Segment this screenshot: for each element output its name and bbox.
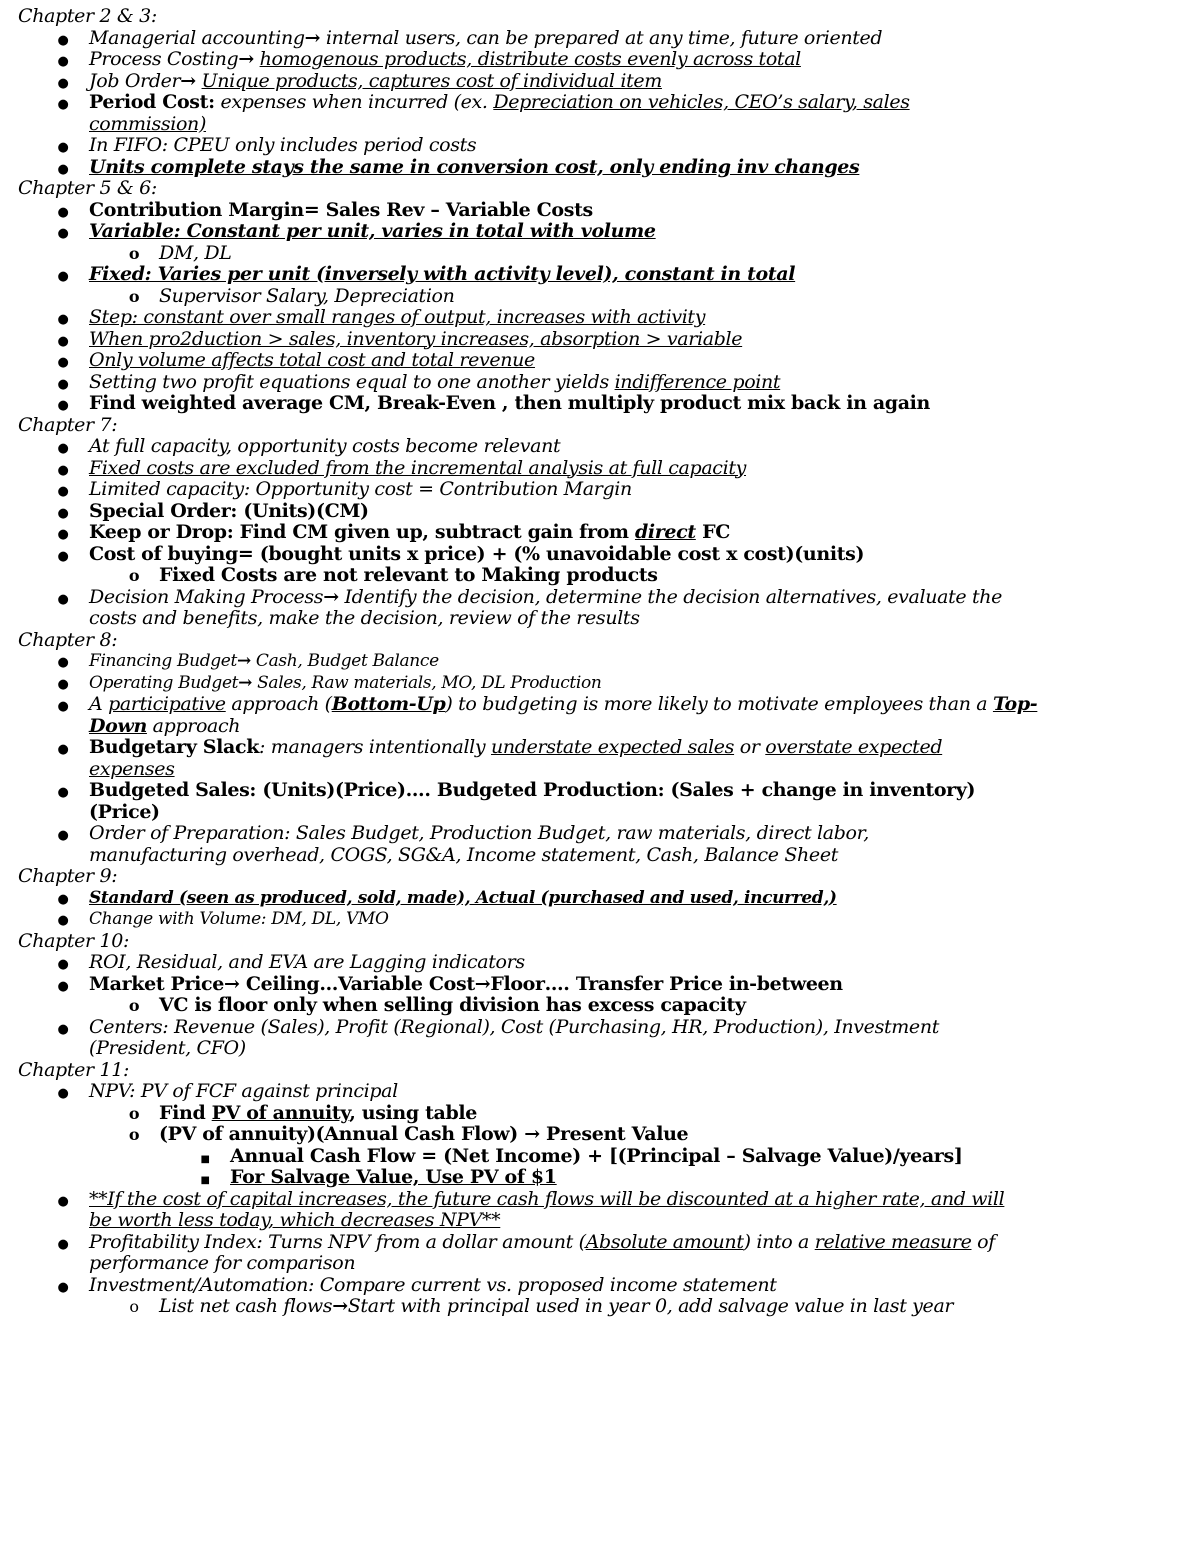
item-text: Find — [159, 1101, 212, 1124]
bullet-icon — [56, 479, 70, 503]
item-text: Depreciation on vehicles, CEO’s salary, sales commission) — [89, 91, 910, 135]
item-text: understate expected sales — [490, 736, 735, 758]
list-item — [18, 952, 1188, 974]
item-text: A — [89, 693, 109, 715]
item-text: Start with principal used in year 0, add salvage value in last year — [347, 1295, 954, 1317]
list-item — [18, 329, 1188, 351]
item-text: VC is floor only when selling division has excess capacity — [159, 994, 746, 1016]
bullet-icon — [56, 1232, 70, 1256]
list-item — [18, 501, 1188, 523]
item-text: Fixed Costs are not relevant to Making products — [159, 564, 658, 586]
list-item — [18, 522, 1188, 544]
chapter-heading: Chapter 8: — [18, 628, 118, 651]
circle-bullet-icon — [127, 1124, 141, 1146]
item-text: , using table — [349, 1101, 478, 1124]
right-arrow-icon: → — [474, 972, 491, 995]
item-text: When pro2duction > sales, inventory increases, absorption > variable — [89, 327, 743, 350]
item-text: Bottom-Up — [331, 693, 446, 715]
list-item — [18, 780, 1029, 823]
list-item — [18, 436, 1188, 458]
bullet-icon — [56, 264, 70, 288]
item-text: Decision Making Process — [89, 585, 324, 608]
item-text: approach — [146, 714, 241, 737]
bullet-icon — [56, 909, 70, 932]
chapter-heading: Chapter 5 & 6: — [18, 177, 157, 199]
item-text: Identify the decision, determine the decision alternatives, evaluate the costs and benefits, make the decision, review of the results — [89, 585, 1003, 629]
list-subitem — [18, 1296, 1188, 1318]
item-text: Ceiling…Variable Cost — [239, 972, 475, 995]
list-item — [18, 737, 1009, 780]
item-text: Budgeted Sales: (Units)(Price)…. Budgeted Production: (Sales + change in inventory)(Price) — [89, 779, 976, 823]
list-subitem — [18, 995, 1188, 1017]
list-item — [18, 28, 1188, 50]
bullet-icon — [56, 135, 70, 159]
item-text: Investment/Automation: Compare current vs. proposed income statement — [89, 1273, 777, 1296]
bullet-icon — [56, 329, 70, 353]
chapter-heading: Chapter 9: — [18, 865, 118, 887]
item-text: Managerial accounting — [89, 26, 305, 49]
item-text: expenses when incurred (ex. — [214, 91, 494, 113]
right-arrow-icon: → — [223, 972, 240, 995]
item-text: Find weighted average CM, Break-Even , then multiply product mix back in again — [89, 392, 931, 414]
item-text: Contribution Margin= Sales Rev – Variable Costs — [89, 198, 593, 221]
item-text: Special Order: (Units)(CM) — [89, 499, 369, 522]
circle-bullet-icon — [127, 1103, 141, 1125]
list-item — [18, 1081, 1188, 1103]
list-item — [18, 307, 1188, 329]
list-item — [18, 458, 1188, 480]
item-text: Cost of buying= (bought units x price) + (% unavoidable cost x cost)(units) — [89, 542, 865, 565]
list-item — [18, 587, 1039, 630]
item-text: Sales, Raw materials, MO, DL Production — [252, 672, 602, 693]
right-arrow-icon: → — [180, 69, 196, 92]
bullet-icon — [56, 651, 70, 674]
bullet-icon — [56, 307, 70, 331]
list-item — [18, 888, 1188, 910]
item-text: ROI, Residual, and EVA are Lagging indicators — [89, 951, 525, 973]
bullet-icon — [56, 1017, 70, 1041]
list-item — [18, 479, 1188, 501]
list-item — [18, 1017, 989, 1060]
item-text: Step: constant over small ranges of output, increases with activity — [89, 306, 706, 328]
item-text: At full capacity, opportunity costs become relevant — [89, 435, 561, 457]
item-text: Job Order — [89, 69, 181, 92]
item-text: relative measure — [814, 1230, 972, 1253]
list-item — [18, 974, 1188, 996]
item-text: of performance for comparison — [89, 1230, 995, 1274]
list-item — [18, 909, 1188, 931]
circle-bullet-icon — [127, 286, 141, 308]
item-text: Only volume affects total cost and total revenue — [89, 349, 535, 371]
item-text: Setting two profit equations equal to one another yields — [89, 370, 615, 393]
item-text: Limited capacity: Opportunity cost = Contribution Margin — [89, 478, 632, 500]
right-arrow-icon: → — [332, 1295, 348, 1317]
circle-bullet-icon — [127, 243, 141, 265]
bullet-icon — [56, 952, 70, 976]
list-item — [18, 92, 959, 135]
item-text: or — [734, 736, 766, 758]
list-subitem — [18, 243, 1188, 265]
item-text: Change with Volume: DM, DL, VMO — [89, 909, 389, 929]
bullet-icon — [56, 1081, 70, 1105]
bullet-icon — [56, 694, 70, 718]
item-text: NPV: PV of FCF against principal — [89, 1080, 398, 1102]
bullet-icon — [56, 544, 70, 568]
item-text: **If the cost of capital increases, the future cash flows will be discounted at a higher rate, and will be worth less today, which decreases NPV** — [89, 1187, 1005, 1231]
study-notes — [18, 6, 1188, 1318]
item-text: Top-Down — [89, 693, 1038, 737]
right-arrow-icon: → — [236, 651, 251, 671]
item-text: Keep or Drop: Find CM given up, subtract gain from — [89, 521, 635, 543]
item-text: direct — [634, 521, 696, 543]
item-text: Process Costing — [89, 48, 239, 70]
bullet-icon — [56, 522, 70, 546]
list-item — [18, 372, 1188, 394]
right-arrow-icon: → — [238, 672, 253, 693]
item-text: For Salvage Value, Use PV of $1 — [230, 1166, 557, 1188]
bullet-icon — [56, 587, 70, 611]
item-text: List net cash flows — [159, 1295, 333, 1317]
bullet-icon — [56, 393, 70, 417]
item-text: Present Value — [539, 1123, 689, 1145]
bullet-icon — [56, 49, 70, 73]
bullet-icon — [56, 350, 70, 374]
chapter-heading: Chapter 10: — [18, 929, 129, 952]
chapter-heading: Chapter 2 & 3: — [18, 5, 157, 27]
item-text: indifference point — [614, 370, 781, 393]
list-item — [18, 673, 1188, 695]
item-text: Operating Budget — [89, 672, 239, 693]
item-text: Period Cost: — [89, 91, 215, 113]
list-item — [18, 651, 1188, 673]
bullet-icon — [56, 458, 70, 482]
item-text: approach ( — [225, 693, 332, 715]
bullet-icon — [56, 737, 70, 761]
item-text: Annual Cash Flow = (Net Income) + [(Principal – Salvage Value)/years] — [230, 1144, 963, 1167]
list-item — [18, 135, 1188, 157]
list-item — [18, 221, 1188, 243]
bullet-icon — [56, 28, 70, 52]
bullet-icon — [56, 780, 70, 804]
item-text: : managers intentionally — [259, 736, 491, 758]
right-arrow-icon: → — [238, 48, 254, 70]
item-text: overstate expected expenses — [89, 736, 943, 780]
circle-bullet-icon — [127, 565, 141, 587]
list-item — [18, 1232, 1049, 1275]
list-subitem — [18, 1103, 1188, 1125]
item-text: homogenous products, distribute costs evenly across total — [259, 48, 801, 70]
right-arrow-icon: → — [524, 1123, 540, 1145]
item-text: Financing Budget — [89, 651, 237, 671]
bullet-icon — [56, 200, 70, 224]
item-text: Standard (seen as produced, sold, made), Actual (purchased and used, incurred,) — [89, 887, 837, 908]
right-arrow-icon: → — [304, 26, 321, 49]
chapter-heading: Chapter 7: — [18, 413, 118, 436]
list-item — [18, 157, 1188, 179]
bullet-icon — [56, 436, 70, 460]
circle-bullet-icon — [127, 995, 141, 1017]
item-text: Fixed costs are excluded from the incremental analysis at full capacity — [89, 456, 746, 479]
bullet-icon — [56, 974, 70, 998]
bullet-icon — [56, 673, 70, 696]
bullet-icon — [56, 221, 70, 245]
list-item — [18, 49, 1188, 71]
list-item — [18, 350, 1188, 372]
item-text: participative — [108, 693, 226, 715]
list-item — [18, 544, 1188, 566]
list-item — [18, 1275, 1188, 1297]
item-text: Supervisor Salary, Depreciation — [159, 284, 455, 307]
item-text: (PV of annuity)(Annual Cash Flow) — [159, 1123, 525, 1145]
item-text: DM, DL — [159, 241, 232, 264]
bullet-icon — [56, 888, 70, 911]
item-text: Cash, Budget Balance — [250, 651, 439, 671]
item-text: Floor…. Transfer Price in-between — [490, 972, 843, 995]
bullet-icon — [56, 1189, 70, 1213]
list-subitem — [18, 1124, 1188, 1146]
item-text: Centers: Revenue (Sales), Profit (Regional), Cost (Purchasing, HR, Production), Investment (President, CFO) — [89, 1015, 939, 1059]
list-subitem — [18, 286, 1188, 308]
item-text: In FIFO: CPEU only includes period costs — [89, 134, 477, 156]
item-text: FC — [695, 521, 730, 543]
item-text: Profitability Index: Turns NPV from a dollar amount ( — [89, 1230, 586, 1253]
list-item — [18, 823, 919, 866]
bullet-icon — [56, 1275, 70, 1299]
item-text: Fixed: Varies per unit (inversely with activity level), constant in total — [89, 263, 796, 285]
item-text: Variable: Constant per unit, varies in total with volume — [89, 220, 656, 242]
bullet-icon — [56, 71, 70, 95]
chapter-heading: Chapter 11: — [18, 1058, 129, 1081]
bullet-icon — [56, 372, 70, 396]
bullet-icon — [56, 823, 70, 847]
right-arrow-icon: → — [323, 585, 339, 608]
item-text: ) to budgeting is more likely to motivate employees than a — [445, 693, 993, 715]
item-text: PV of annuity — [211, 1101, 350, 1124]
item-text: Units complete stays the same in conversion cost, only ending inv changes — [89, 155, 860, 178]
list-item — [18, 1189, 1029, 1232]
list-item — [18, 393, 1188, 415]
item-text: Unique products, captures cost of individual item — [201, 69, 662, 92]
bullet-icon — [56, 92, 70, 116]
bullet-icon — [56, 501, 70, 525]
item-text: Absolute amount — [585, 1230, 744, 1253]
list-subitem — [18, 565, 1188, 587]
item-text: Budgetary Slack — [89, 736, 260, 758]
list-item — [18, 264, 1188, 286]
list-item — [18, 71, 1188, 93]
circle-bullet-icon — [127, 1296, 141, 1318]
item-text: Order of Preparation: Sales Budget, Production Budget, raw materials, direct labor, manufacturing overhead, COGS, SG&A, Income statement, Cash, Balance Sheet — [89, 822, 869, 866]
item-text: internal users, can be prepared at any time, future oriented — [320, 26, 883, 49]
item-text: ) into a — [743, 1230, 815, 1253]
list-subsubitem — [18, 1167, 1188, 1189]
list-subsubitem — [18, 1146, 1188, 1168]
list-item — [18, 694, 1049, 737]
list-item — [18, 200, 1188, 222]
item-text: Market Price — [89, 972, 224, 995]
